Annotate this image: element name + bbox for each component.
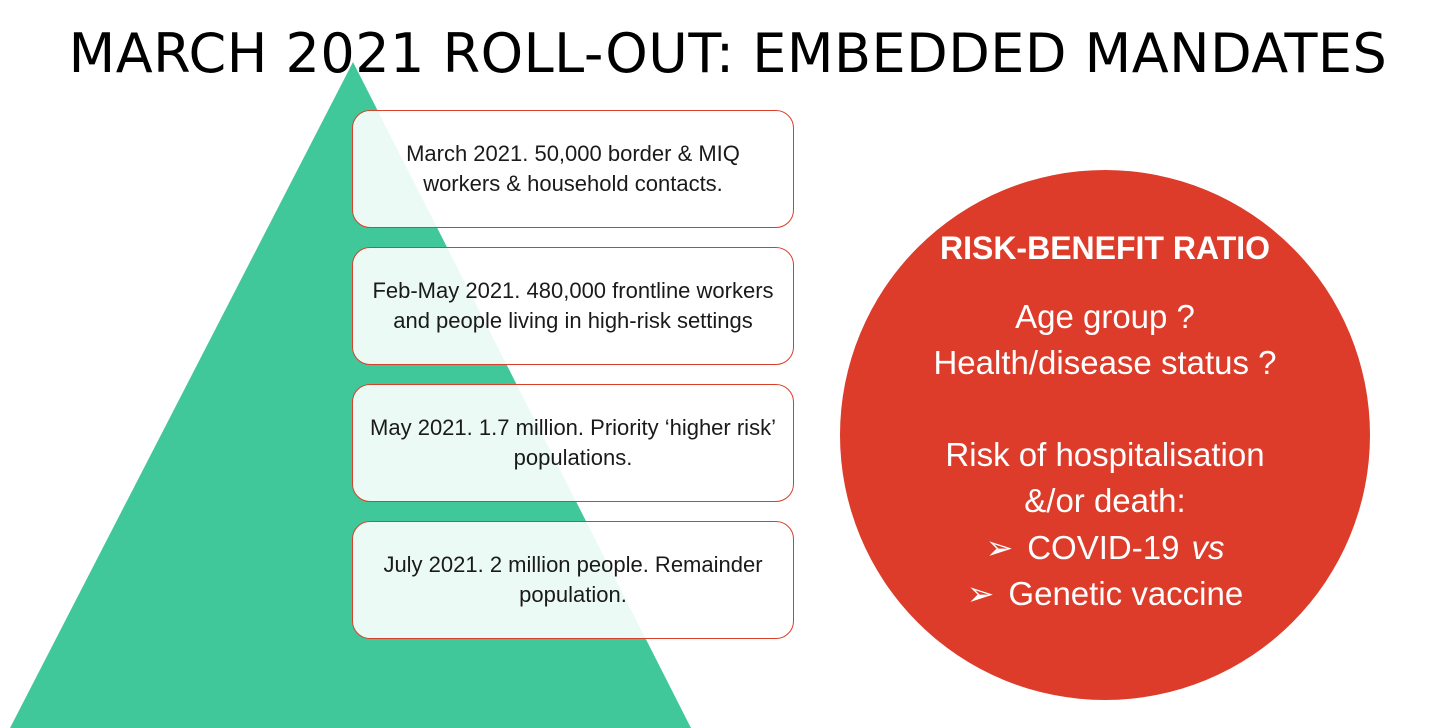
arrow-bullet-icon: ➢ [966, 575, 995, 612]
hospitalisation-line: Risk of hospitalisation [945, 436, 1265, 473]
tier-box-4: July 2021. 2 million people. Remainder population. [352, 521, 794, 639]
death-line: &/or death: [1024, 482, 1186, 519]
bullet-covid-text: COVID-19 [1027, 529, 1180, 566]
tier-box-1: March 2021. 50,000 border & MIQ workers & household contacts. [352, 110, 794, 228]
bullet-vs-text: vs [1191, 529, 1225, 566]
bullet-covid [840, 528, 1370, 567]
health-status-line: Health/disease status ? [933, 344, 1277, 381]
bullet-vaccine [840, 574, 1370, 613]
age-group-line: Age group ? [1015, 298, 1195, 335]
tier-box-2: Feb-May 2021. 480,000 frontline workers and people living in high-risk settings [352, 247, 794, 365]
risk-benefit-content [840, 170, 1370, 700]
tier-box-3: May 2021. 1.7 million. Priority ‘higher risk’ populations. [352, 384, 794, 502]
bullet-vaccine-text: Genetic vaccine [1008, 575, 1244, 612]
arrow-bullet-icon: ➢ [985, 529, 1014, 566]
page-title: MARCH 2021 ROLL-OUT: EMBEDDED MANDATES [68, 22, 1388, 85]
risk-benefit-heading: RISK-BENEFIT RATIO [939, 230, 1271, 266]
